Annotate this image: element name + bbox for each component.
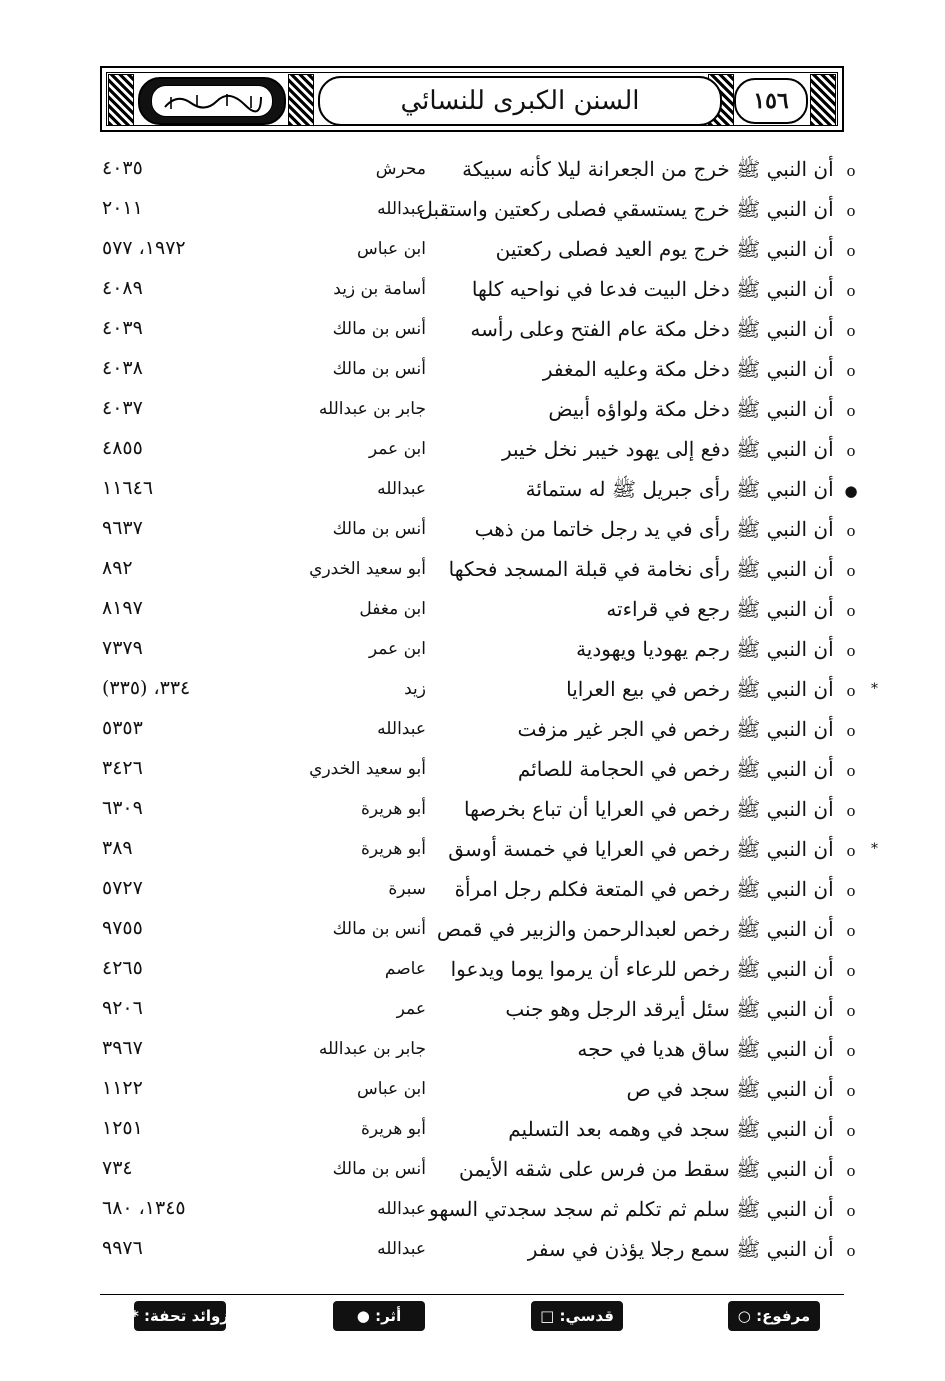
narrator: عبدالله (377, 199, 426, 219)
hadith-text (505, 997, 862, 1026)
reference-numbers: ٩٢٠٦ (102, 997, 143, 1019)
list-item (100, 471, 862, 511)
reference-numbers: ٨١٩٧ (102, 597, 143, 619)
reference-numbers: ٦٣٠٩ (102, 797, 143, 819)
hadith-text (518, 717, 862, 746)
reference-numbers: ٨٩٢ (102, 557, 133, 579)
list-item (100, 1231, 862, 1271)
type-marker: o (846, 562, 856, 580)
seal-calligraphy (151, 85, 273, 117)
type-marker: o (846, 1002, 856, 1020)
hadith-phrase: أن النبي ﷺ رجع في قراءته (606, 597, 834, 621)
legend-qudsi: قدسي: □ (531, 1301, 623, 1331)
list-item (100, 1151, 862, 1191)
reference-numbers: ٤٢٦٥ (102, 957, 143, 979)
hadith-phrase: أن النبي ﷺ سلم ثم تكلم ثم سجد سجدتي السهو (429, 1197, 834, 1221)
list-item (100, 1191, 862, 1231)
type-marker: o (846, 202, 856, 220)
hadith-phrase: أن النبي ﷺ خرج يستسقي فصلى ركعتين واستقبل (418, 197, 834, 221)
list-item (100, 911, 862, 951)
hadith-text (462, 157, 862, 186)
reference-numbers: ١٣٤٥، ٦٨٠ (102, 1197, 186, 1219)
legend-marfu: مرفوع: ○ (728, 1301, 820, 1331)
narrator: سبرة (388, 879, 426, 899)
reference-numbers: ٤٠٣٧ (102, 397, 143, 419)
narrator: جابر بن عبدالله (318, 1039, 426, 1059)
type-marker: o (846, 922, 856, 940)
hadith-phrase: أن النبي ﷺ سقط من فرس على شقه الأيمن (459, 1157, 834, 1181)
hadith-phrase: أن النبي ﷺ رأى جبريل ﷺ له ستمائة (525, 477, 834, 501)
reference-numbers: ١٩٧٢، ٥٧٧ (102, 237, 186, 259)
type-marker: o (846, 1202, 856, 1220)
narrator: أنس بن مالك (332, 319, 426, 339)
list-item (100, 191, 862, 231)
hadith-phrase: أن النبي ﷺ رخص للرعاء أن يرموا يوما ويدعوا (450, 957, 834, 981)
reference-numbers: ٤٠٣٥ (102, 157, 143, 179)
type-marker: o (846, 362, 856, 380)
hadith-text (449, 557, 862, 586)
reference-numbers: ٩٩٧٦ (102, 1237, 143, 1259)
legend-athar: أثر: ● (333, 1301, 425, 1331)
narrator: أبو هريرة (360, 839, 426, 859)
hadith-text (448, 837, 862, 866)
ornament-left-inner (288, 74, 314, 126)
hadith-phrase: أن النبي ﷺ خرج من الجعرانة ليلا كأنه سبيكة (462, 157, 834, 181)
hadith-text (576, 637, 862, 666)
reference-numbers: ٤٠٣٨ (102, 357, 143, 379)
reference-numbers: ٣٤٢٦ (102, 757, 143, 779)
reference-numbers: ٣٩٦٧ (102, 1037, 143, 1059)
type-marker: o (846, 842, 856, 860)
hadith-text (566, 677, 862, 706)
type-marker: ● (844, 482, 858, 500)
reference-numbers: ٤٨٥٥ (102, 437, 143, 459)
hadith-text (548, 397, 862, 426)
hadith-text (528, 1237, 862, 1266)
type-marker: o (846, 682, 856, 700)
hadith-text (455, 877, 862, 906)
type-marker: o (846, 442, 856, 460)
reference-numbers: ١٢٥١ (102, 1117, 143, 1139)
type-marker: o (846, 1042, 856, 1060)
hadith-text (451, 957, 862, 986)
narrator: أسامة بن زيد (333, 279, 426, 299)
hadith-text (437, 917, 862, 946)
hadith-phrase: أن النبي ﷺ دخل مكة عام الفتح وعلى رأسه (470, 317, 834, 341)
narrator: عبدالله (377, 719, 426, 739)
list-item (100, 671, 878, 711)
hadith-text (459, 1157, 862, 1186)
hadith-phrase: أن النبي ﷺ رأى في يد رجل خاتما من ذهب (474, 517, 834, 541)
narrator: عاصم (384, 959, 426, 979)
narrator: عمر (396, 999, 426, 1019)
hadith-phrase: أن النبي ﷺ رخص في الجر غير مزفت (517, 717, 834, 741)
hadith-phrase: أن النبي ﷺ رخص في العرايا أن تباع بخرصها (464, 797, 834, 821)
type-marker: o (846, 402, 856, 420)
hadith-text (464, 797, 862, 826)
narrator: زيد (404, 679, 426, 699)
hadith-phrase: أن النبي ﷺ رخص في العرايا في خمسة أوسق (448, 837, 834, 861)
hadith-phrase: أن النبي ﷺ دخل مكة ولواؤه أبيض (548, 397, 834, 421)
calligraphy-logo-icon (157, 89, 267, 113)
list-item (100, 511, 862, 551)
zawaid-star: * (871, 681, 878, 697)
list-item (100, 951, 862, 991)
list-item (100, 271, 862, 311)
type-marker: o (846, 1242, 856, 1260)
reference-numbers: ٧٣٤ (102, 1157, 133, 1179)
list-item (100, 1071, 862, 1111)
list-item (100, 831, 878, 871)
type-marker: o (846, 762, 856, 780)
narrator: ابن عباس (356, 239, 426, 259)
list-item (100, 431, 862, 471)
hadith-text (606, 597, 862, 626)
narrator: ابن عمر (368, 639, 426, 659)
list-item (100, 591, 862, 631)
narrator: أنس بن مالك (332, 1159, 426, 1179)
hadith-phrase: أن النبي ﷺ سجد في ص (626, 1077, 834, 1101)
type-marker: o (846, 242, 856, 260)
reference-numbers: ٩٦٣٧ (102, 517, 143, 539)
list-item (100, 1111, 862, 1151)
reference-numbers: ٣٣٤، (٣٣٥) (102, 677, 191, 699)
type-marker: o (846, 802, 856, 820)
hadith-index-list (100, 151, 878, 1271)
hadith-phrase: أن النبي ﷺ رجم يهوديا ويهودية (576, 637, 834, 661)
hadith-phrase: أن النبي ﷺ رأى نخامة في قبلة المسجد فحكها (448, 557, 834, 581)
narrator: عبدالله (377, 479, 426, 499)
list-item (100, 711, 862, 751)
type-marker: o (846, 1122, 856, 1140)
type-marker: o (846, 1162, 856, 1180)
hadith-phrase: أن النبي ﷺ دخل مكة وعليه المغفر (542, 357, 834, 381)
hadith-text (518, 757, 862, 786)
page-number: ١٥٦ (753, 88, 789, 114)
type-marker: o (846, 1082, 856, 1100)
type-marker: o (846, 162, 856, 180)
hadith-text (418, 197, 862, 226)
hadith-phrase: أن النبي ﷺ ساق هديا في حجه (577, 1037, 834, 1061)
hadith-phrase: أن النبي ﷺ رخص لعبدالرحمن والزبير في قمص (436, 917, 834, 941)
narrator: أبو سعيد الخدري (309, 759, 426, 779)
type-marker: o (846, 642, 856, 660)
narrator: ابن مغفل (359, 599, 426, 619)
narrator: أنس بن مالك (332, 359, 426, 379)
list-item (100, 231, 862, 271)
hadith-text (543, 357, 862, 386)
narrator: أبو هريرة (360, 1119, 426, 1139)
narrator: ابن عمر (368, 439, 426, 459)
reference-numbers: ٤٠٨٩ (102, 277, 143, 299)
hadith-phrase: أن النبي ﷺ سجد في وهمه بعد التسليم (508, 1117, 834, 1141)
narrator: عبدالله (377, 1199, 426, 1219)
reference-numbers: ٥٧٢٧ (102, 877, 143, 899)
hadith-phrase: أن النبي ﷺ دفع إلى يهود خيبر نخل خيبر (501, 437, 834, 461)
hadith-phrase: أن النبي ﷺ دخل البيت فدعا في نواحيه كلها (471, 277, 834, 301)
hadith-phrase: أن النبي ﷺ رخص في المتعة فكلم رجل امرأة (454, 877, 834, 901)
hadith-phrase: أن النبي ﷺ خرج يوم العيد فصلى ركعتين (495, 237, 834, 261)
type-marker: o (846, 722, 856, 740)
list-item (100, 151, 862, 191)
page-header (100, 66, 844, 132)
page-number-cartouche (734, 78, 808, 124)
narrator: أنس بن مالك (332, 919, 426, 939)
book-seal-logo (138, 77, 286, 125)
ornament-left-outer (108, 74, 134, 126)
reference-numbers: ٣٨٩ (102, 837, 133, 859)
type-marker: o (846, 602, 856, 620)
hadith-text (526, 477, 862, 506)
hadith-text (472, 277, 862, 306)
hadith-phrase: أن النبي ﷺ رخص في بيع العرايا (566, 677, 834, 701)
narrator: جابر بن عبدالله (318, 399, 426, 419)
narrator: أبو هريرة (360, 799, 426, 819)
list-item (100, 351, 862, 391)
list-item (100, 751, 862, 791)
hadith-phrase: أن النبي ﷺ سئل أيرقد الرجل وهو جنب (505, 997, 834, 1021)
book-title-cartouche (318, 76, 722, 126)
legend-zawaid: زوائد تحفة: * (134, 1301, 226, 1331)
narrator: أبو سعيد الخدري (309, 559, 426, 579)
reference-numbers: ١١٢٢ (102, 1077, 143, 1099)
type-marker: o (846, 322, 856, 340)
narrator: ابن عباس (356, 1079, 426, 1099)
hadith-text (508, 1117, 862, 1146)
list-item (100, 991, 862, 1031)
type-marker: o (846, 882, 856, 900)
list-item (100, 391, 862, 431)
list-item (100, 311, 862, 351)
hadith-text (626, 1077, 862, 1106)
narrator: عبدالله (377, 1239, 426, 1259)
hadith-text (429, 1197, 862, 1226)
list-item (100, 631, 862, 671)
hadith-text (496, 237, 862, 266)
type-marker: o (846, 522, 856, 540)
reference-numbers: ٩٧٥٥ (102, 917, 143, 939)
hadith-text (502, 437, 862, 466)
list-item (100, 791, 862, 831)
book-title: السنن الكبرى للنسائي (400, 86, 640, 116)
hadith-phrase: أن النبي ﷺ رخص في الحجامة للصائم (517, 757, 834, 781)
list-item (100, 1031, 862, 1071)
list-item (100, 871, 862, 911)
reference-numbers: ٥٣٥٣ (102, 717, 143, 739)
footer-rule (100, 1294, 844, 1295)
reference-numbers: ٧٣٧٩ (102, 637, 143, 659)
type-marker: o (846, 962, 856, 980)
list-item (100, 551, 862, 591)
reference-numbers: ٤٠٣٩ (102, 317, 143, 339)
reference-numbers: ١١٦٤٦ (102, 477, 154, 499)
hadith-text (475, 517, 862, 546)
hadith-text (577, 1037, 862, 1066)
hadith-text (470, 317, 862, 346)
ornament-right-outer (810, 74, 836, 126)
hadith-phrase: أن النبي ﷺ سمع رجلا يؤذن في سفر (527, 1237, 834, 1261)
reference-numbers: ٢٠١١ (102, 197, 143, 219)
narrator: أنس بن مالك (332, 519, 426, 539)
zawaid-star: * (871, 841, 878, 857)
narrator: محرش (375, 159, 426, 179)
type-marker: o (846, 282, 856, 300)
